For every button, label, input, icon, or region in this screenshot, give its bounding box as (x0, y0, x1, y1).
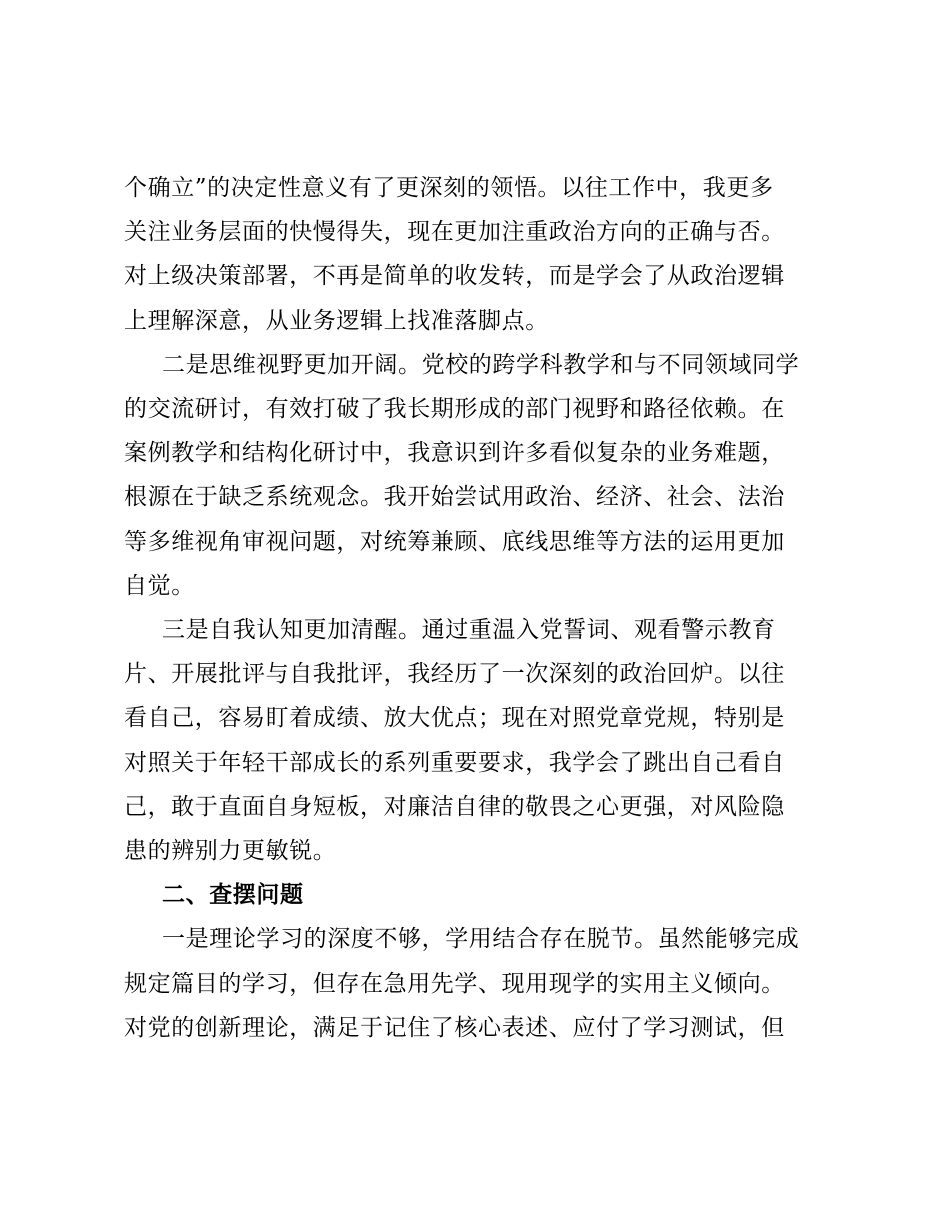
text-line: 等多维视角审视问题，对统筹兼顾、底线思维等方法的运用更加 (124, 528, 785, 555)
document-body (124, 166, 836, 1050)
paragraph-theory-study (124, 917, 836, 1050)
section-heading: 二、查摆问题 (162, 881, 304, 909)
text-line: 关注业务层面的快慢得失，现在更加注重政治方向的正确与否。 (124, 219, 785, 246)
paragraph-thinking-horizon (124, 343, 836, 608)
text-line: 上理解深意，从业务逻辑上找准落脚点。 (124, 307, 549, 334)
text-line: 对党的创新理论，满足于记住了核心表述、应付了学习测试，但 (124, 1014, 785, 1041)
text-line: 根源在于缺乏系统观念。我开始尝试用政治、经济、社会、法治 (124, 484, 785, 511)
paragraph-political-understanding (124, 166, 836, 343)
text-line: 患的辨别力更敏锐。 (124, 838, 337, 865)
text-line: 片、开展批评与自我批评，我经历了一次深刻的政治回炉。以往 (124, 661, 785, 688)
text-line: 三是自我认知更加清醒。通过重温入党誓词、观看警示教育 (162, 617, 776, 644)
text-line: 看自己，容易盯着成绩、放大优点；现在对照党章党规，特别是 (124, 705, 785, 732)
text-line: 二是思维视野更加开阔。党校的跨学科教学和与不同领域同学 (162, 351, 800, 378)
text-line: 个确立”的决定性意义有了更深刻的领悟。以往工作中，我更多 (124, 175, 774, 201)
text-line: 己，敢于直面自身短板，对廉洁自律的敬畏之心更强，对风险隐 (124, 793, 785, 820)
text-line: 规定篇目的学习，但存在急用先学、现用现学的实用主义倾向。 (124, 970, 785, 997)
text-line: 对上级决策部署，不再是简单的收发转，而是学会了从政治逻辑 (124, 263, 785, 290)
paragraph-self-awareness (124, 608, 836, 873)
text-line: 的交流研讨，有效打破了我长期形成的部门视野和路径依赖。在 (124, 396, 785, 423)
text-line: 一是理论学习的深度不够，学用结合存在脱节。虽然能够完成 (162, 926, 800, 953)
text-line: 自觉。 (124, 572, 195, 599)
text-line: 对照关于年轻干部成长的系列重要要求，我学会了跳出自己看自 (124, 749, 785, 776)
text-line: 案例教学和结构化研讨中，我意识到许多看似复杂的业务难题， (124, 440, 785, 467)
